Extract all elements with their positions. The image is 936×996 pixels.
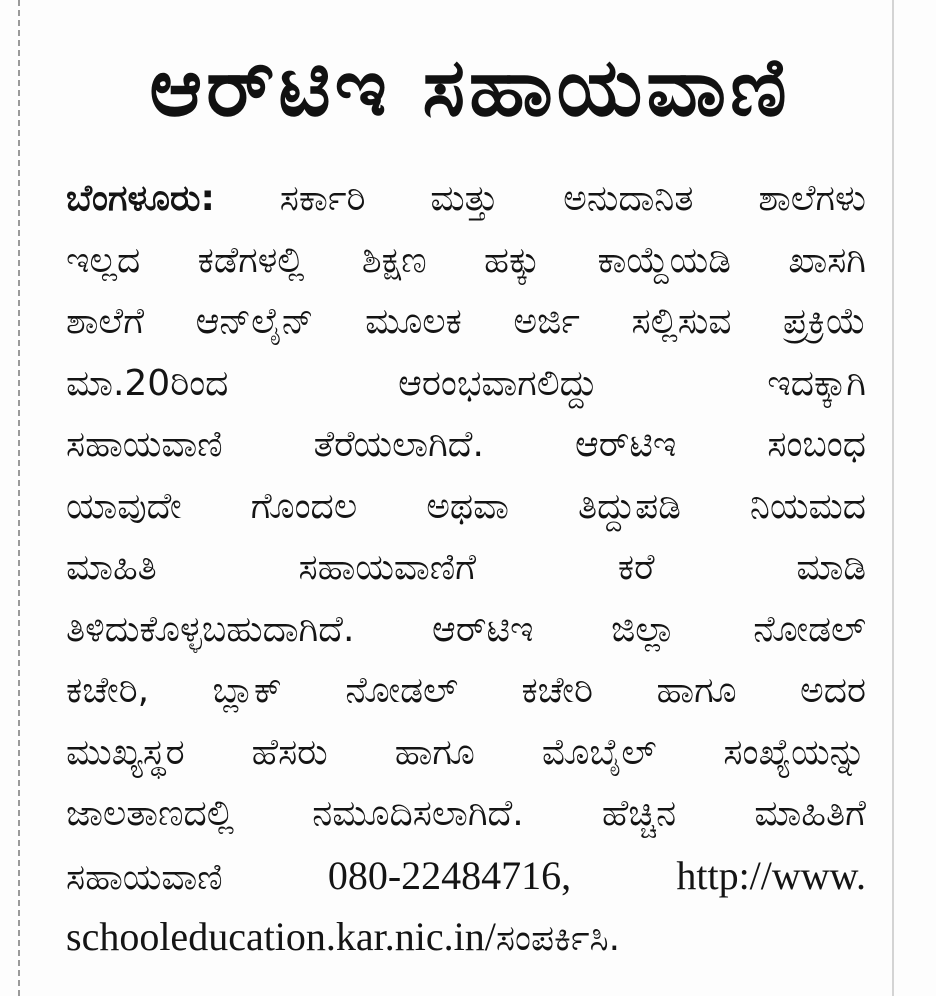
article-line: ತಿಳಿದುಕೊಳ್ಳಬಹುದಾಗಿದೆ. ಆರ್‌ಟಿಇ ಜಿಲ್ಲಾ ನೋಡಲ್ (66, 608, 866, 650)
article-line: ಜಾಲತಾಣದಲ್ಲಿ ನಮೂದಿಸಲಾಗಿದೆ. ಹೆಚ್ಚಿನ ಮಾಹಿತಿಗೆ (66, 793, 866, 834)
article-line: ಮುಖ್ಯಸ್ಥರ ಹೆಸರು ಹಾಗೂ ಮೊಬೈಲ್ ಸಂಖ್ಯೆಯನ್ನು (66, 731, 866, 773)
article-line (66, 168, 866, 230)
dateline: ಬೆಂಗಳೂರು: (66, 178, 215, 219)
article-line: ಸಹಾಯವಾಣಿ ತೆರೆಯಲಾಗಿದೆ. ಆರ್‌ಟಿಇ ಸಂಬಂಧ (66, 424, 866, 465)
website-url-end: schooleducation.kar.nic.in/ (66, 914, 496, 959)
column-edge-rule (892, 0, 894, 996)
dashed-column-rule (18, 0, 20, 996)
article-body (66, 168, 866, 968)
article-line: ಮಾಹಿತಿ ಸಹಾಯವಾಣಿಗೆ ಕರೆ ಮಾಡಿ (66, 547, 866, 588)
helpline-label: ಸಹಾಯವಾಣಿ (66, 856, 223, 898)
article-line: ಇಲ್ಲದ ಕಡೆಗಳಲ್ಲಿ ಶಿಕ್ಷಣ ಹಕ್ಕು ಕಾಯ್ದೆಯಡಿ ಖಾಸಗಿ (66, 239, 866, 281)
helpline-number: 080-22484716, (327, 852, 572, 898)
website-url-start: http://www. (676, 852, 866, 898)
article-line (66, 906, 866, 968)
article-line: ಕಚೇರಿ, ಬ್ಲಾಕ್ ನೋಡಲ್ ಕಚೇರಿ ಹಾಗೂ ಅದರ (66, 670, 866, 711)
closing-text: ಸಂಪರ್ಕಿಸಿ. (495, 918, 621, 959)
article-line: ಶಾಲೆಗೆ ಆನ್‌ಲೈನ್ ಮೂಲಕ ಅರ್ಜಿ ಸಲ್ಲಿಸುವ ಪ್ರಕ್ರಿಯೆ (66, 301, 866, 342)
article-line (66, 845, 866, 907)
article-line: ಯಾವುದೇ ಗೊಂದಲ ಅಥವಾ ತಿದ್ದುಪಡಿ ನಿಯಮದ (66, 485, 866, 527)
article-line-text: ಸರ್ಕಾರಿ ಮತ್ತು ಅನುದಾನಿತ ಶಾಲೆಗಳು (279, 178, 866, 219)
article-line: ಮಾ.20ರಿಂದ ಆರಂಭವಾಗಲಿದ್ದು ಇದಕ್ಕಾಗಿ (66, 362, 866, 404)
headline: ಆರ್‌ಟಿಇ ಸಹಾಯವಾಣಿ (149, 41, 791, 134)
